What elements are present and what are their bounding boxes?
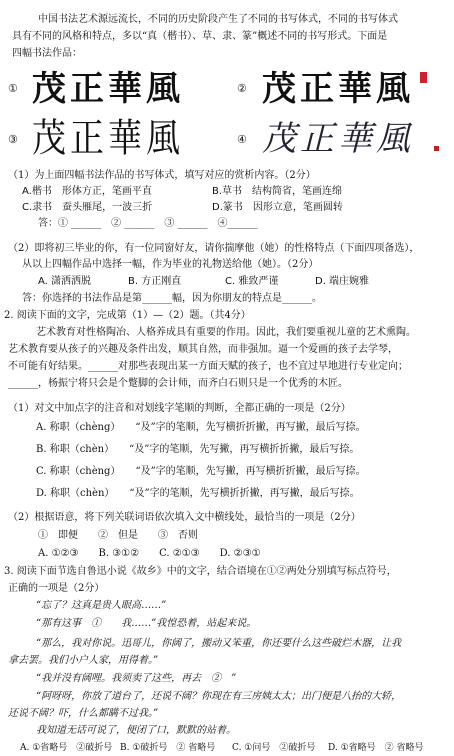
artwork-4-number: ④: [237, 133, 247, 146]
q2-option-a: A. 潇洒洒脱: [38, 276, 92, 287]
passage-line-1: 艺术教育对性格陶冶、人格养成具有重要的作用。因此，我们要重视儿童的艺术熏陶。: [36, 327, 416, 338]
s3-option-a: A. ①省略号 ②破折号: [20, 743, 113, 753]
s3-option-d: D. ①省略号 ② 省略号: [328, 743, 424, 753]
artwork-2-number: ②: [237, 82, 247, 95]
section-2-title: 2. 阅读下面的文字，完成第（1）—（2）题。（共4分）: [4, 310, 251, 321]
intro-line-3: 四幅书法作品：: [12, 48, 82, 59]
s2-q2-options: A. ①②③ B. ③①② C. ②①③ D. ②③①: [38, 548, 261, 559]
q1-option-d: D.篆书 因形立意，笔画圆转: [212, 202, 343, 213]
artwork-1-number: ①: [8, 82, 18, 95]
q2-option-b: B. 方正刚直: [128, 276, 182, 287]
artwork-3-number: ③: [8, 133, 18, 146]
artwork-1-kaishu: 茂正華風: [32, 69, 184, 109]
q2-option-c: C. 雅致严谨: [225, 276, 279, 287]
dialogue-7: 还说不阔？吓，什么都瞒不过我。”: [8, 708, 159, 719]
q1-option-a: A.楷书 形体方正，笔画平直: [22, 186, 152, 197]
s3-option-b: B. ①破折号 ② 省略号: [120, 743, 216, 753]
s2-q2-words: ① 即便 ② 但是 ③ 否则: [38, 530, 198, 541]
dialogue-1: “忘了？这真是贵人眼高……”: [36, 600, 167, 611]
s2-q2-stem: （2）根据语意，将下列关联词语依次填入文中横线处，最恰当的一项是（2分）: [8, 512, 361, 523]
q2-stem: （2）即将初三毕业的你，有一位同窗好友，请你揣摩他（她）的性格特点（下面四项备选），: [8, 243, 420, 254]
signature-seal: [434, 146, 439, 151]
q1-stem: （1）为上面四幅书法作品的书写体式，填写对应的赏析内容。（2分）: [8, 170, 316, 181]
dialogue-5: “我并没有阔哩。我须卖了这些，再去 ② ”: [36, 673, 237, 684]
q1-answer-blanks[interactable]: 答：① ______ ② ______ ③ ______ ④______: [38, 218, 258, 229]
section-3-title-2: 正确的一项是（2分）: [8, 583, 105, 594]
artwork-4-caoshu: 茂正華風: [262, 119, 414, 159]
seal-stamp: [420, 72, 427, 83]
s2-q1-option-c: C. 称职（chèng） “及”字的笔顺，先写撇，再写横折折撇，最后写捺。: [36, 466, 366, 477]
s2-q1-option-b: B. 称职（chèn） “及”字的笔顺，先写撇，再写横折折撇，最后写捺。: [36, 444, 360, 455]
dialogue-8: 我知道无话可说了，便闭了口，默默的站着。: [36, 725, 236, 736]
dialogue-6: “阿呀呀，你放了道台了，还说不阔？你现在有三房姨太太；出门便是八抬的大轿，: [36, 691, 402, 702]
artwork-2-lishu: 茂正華風: [262, 69, 414, 109]
q2-answer[interactable]: 答：你选择的书法作品是第______幅，因为你朋友的特点是______。: [22, 293, 322, 304]
s2-q1-stem: （1）对文中加点字的注音和对划线字笔顺的判断，全都正确的一项是（2分）: [8, 403, 351, 414]
passage-line-3: 不可能有好结果。______对那些表现出某一方面天赋的孩子，也不宜过早地进行专业定向；: [8, 361, 408, 372]
q2-stem-2: 从以上四幅作品中选择一幅，作为毕业的礼物送给他（她）。（2分）: [22, 259, 319, 270]
passage-line-4: ______，杨振宁将只会是个蹩脚的会计师，而齐白石则只是一个优秀的木匠。: [8, 378, 348, 389]
intro-line-2: 具有不同的风格和特点，多以“真（楷书）、草、隶、篆”概述不同的书写形式。下面是: [12, 31, 388, 42]
section-3-title: 3. 阅读下面节选自鲁迅小说《故乡》中的文字，结合语境在①②两处分别填写标点符号，: [4, 566, 397, 577]
dialogue-4: 拿去罢。我们小户人家，用得着。”: [8, 655, 159, 666]
dialogue-2: “那有这事 ① 我……”我惶恐着，站起来说。: [36, 618, 257, 629]
passage-line-2: 艺术教育要从孩子的兴趣及条件出发，顺其自然，而非强加。逼一个爱画的孩子去学琴，: [8, 344, 398, 355]
s2-q1-option-a: A. 称职（chèng） “及”字的笔顺，先写横折折撇，再写撇，最后写捺。: [36, 422, 366, 433]
s3-option-c: C. ①问号 ②破折号: [232, 743, 316, 753]
artwork-3-zhuanshu: 茂正華風: [32, 116, 184, 162]
q2-option-d: D. 端庄婉雅: [315, 276, 370, 287]
s2-q1-option-d: D. 称职（chèn） “及”字的笔顺，先写横折折撇，再写撇，最后写捺。: [36, 488, 360, 499]
dialogue-3: “那么，我对你说。迅哥儿，你阔了，搬动又笨重，你还要什么这些破烂木器，让我: [36, 638, 402, 649]
q1-option-c: C.隶书 蚕头雁尾，一波三折: [22, 202, 153, 213]
q1-option-b: B.草书 结构简省，笔画连绵: [212, 186, 343, 197]
intro-line-1: 中国书法艺术源远流长，不同的历史阶段产生了不同的书写体式，不同的书写体式: [38, 14, 398, 25]
